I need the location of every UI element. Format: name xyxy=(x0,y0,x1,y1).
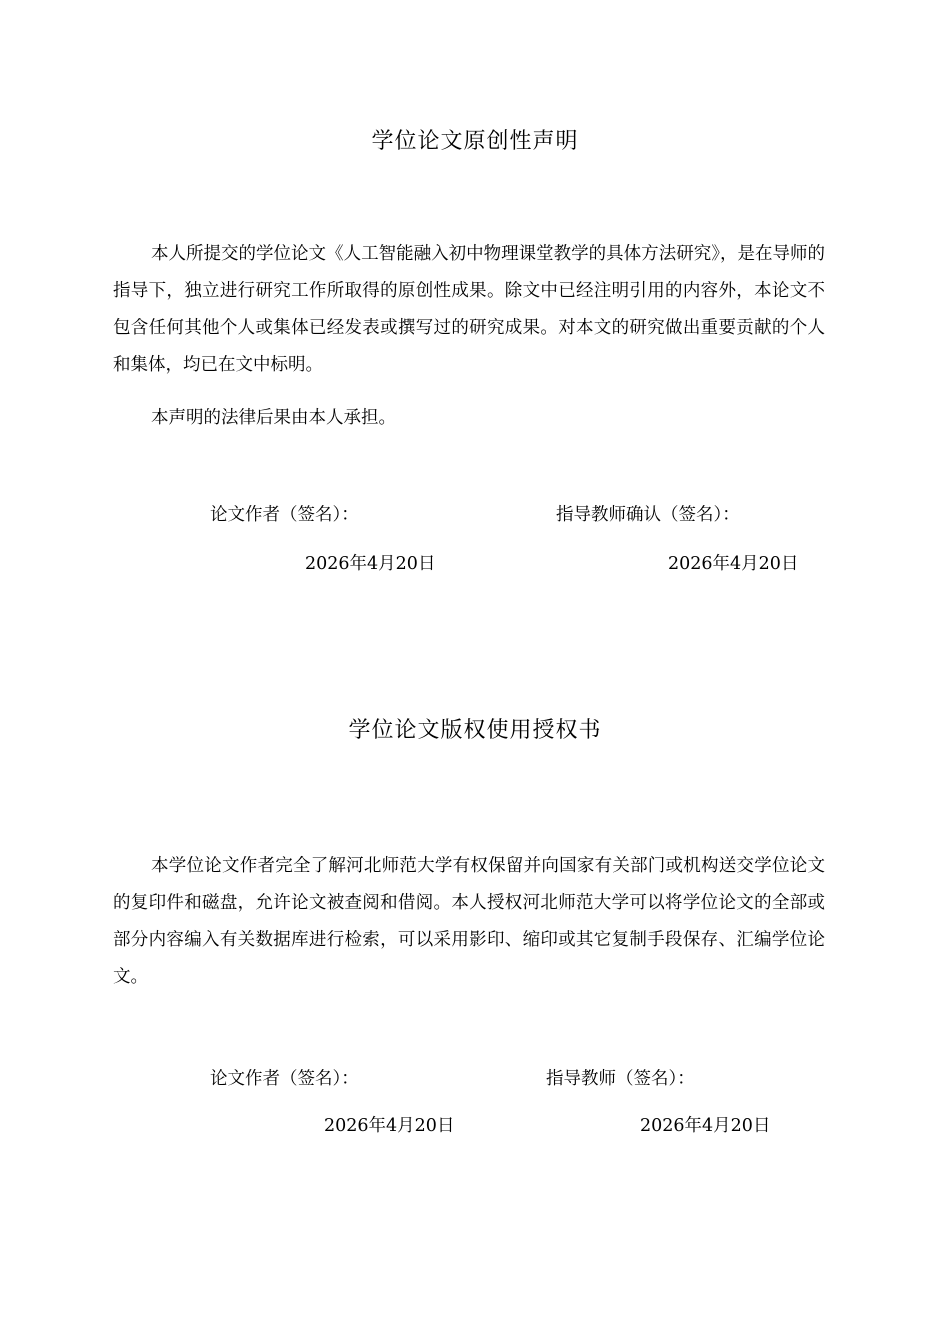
copyright-author-signature-label: 论文作者（签名）： xyxy=(210,1069,359,1089)
originality-paragraph-2: 本声明的法律后果由本人承担。 xyxy=(151,408,396,428)
originality-author-signature-label: 论文作者（签名）： xyxy=(210,505,359,525)
copyright-title: 学位论文版权使用授权书 xyxy=(348,718,602,743)
copyright-author-date: 2026年4月20日 xyxy=(324,1116,455,1136)
originality-advisor-signature-label: 指导教师确认（签名）： xyxy=(556,505,740,525)
originality-paragraph-1: 本人所提交的学位论文《人工智能融入初中物理课堂教学的具体方法研究》，是在导师的指导下，独立进行研究工作所取得的原创性成果。除文中已经注明引用的内容外，本论文不包含任何其他个人或集体已经发表或撰写过的研究成果。对本文的研究做出重要贡献的个人和集体，均已在文中标明。 xyxy=(113,244,825,375)
copyright-advisor-signature-label: 指导教师（签名）： xyxy=(546,1069,695,1089)
copyright-paragraph-1: 本学位论文作者完全了解河北师范大学有权保留并向国家有关部门或机构送交学位论文的复印件和磁盘，允许论文被查阅和借阅。本人授权河北师范大学可以将学位论文的全部或部分内容编入有关数据库进行检索，可以采用影印、缩印或其它复制手段保存、汇编学位论文。 xyxy=(113,856,825,987)
originality-author-date: 2026年4月20日 xyxy=(305,554,436,574)
originality-title: 学位论文原创性声明 xyxy=(371,129,579,154)
originality-advisor-date: 2026年4月20日 xyxy=(668,554,799,574)
copyright-advisor-date: 2026年4月20日 xyxy=(640,1116,771,1136)
